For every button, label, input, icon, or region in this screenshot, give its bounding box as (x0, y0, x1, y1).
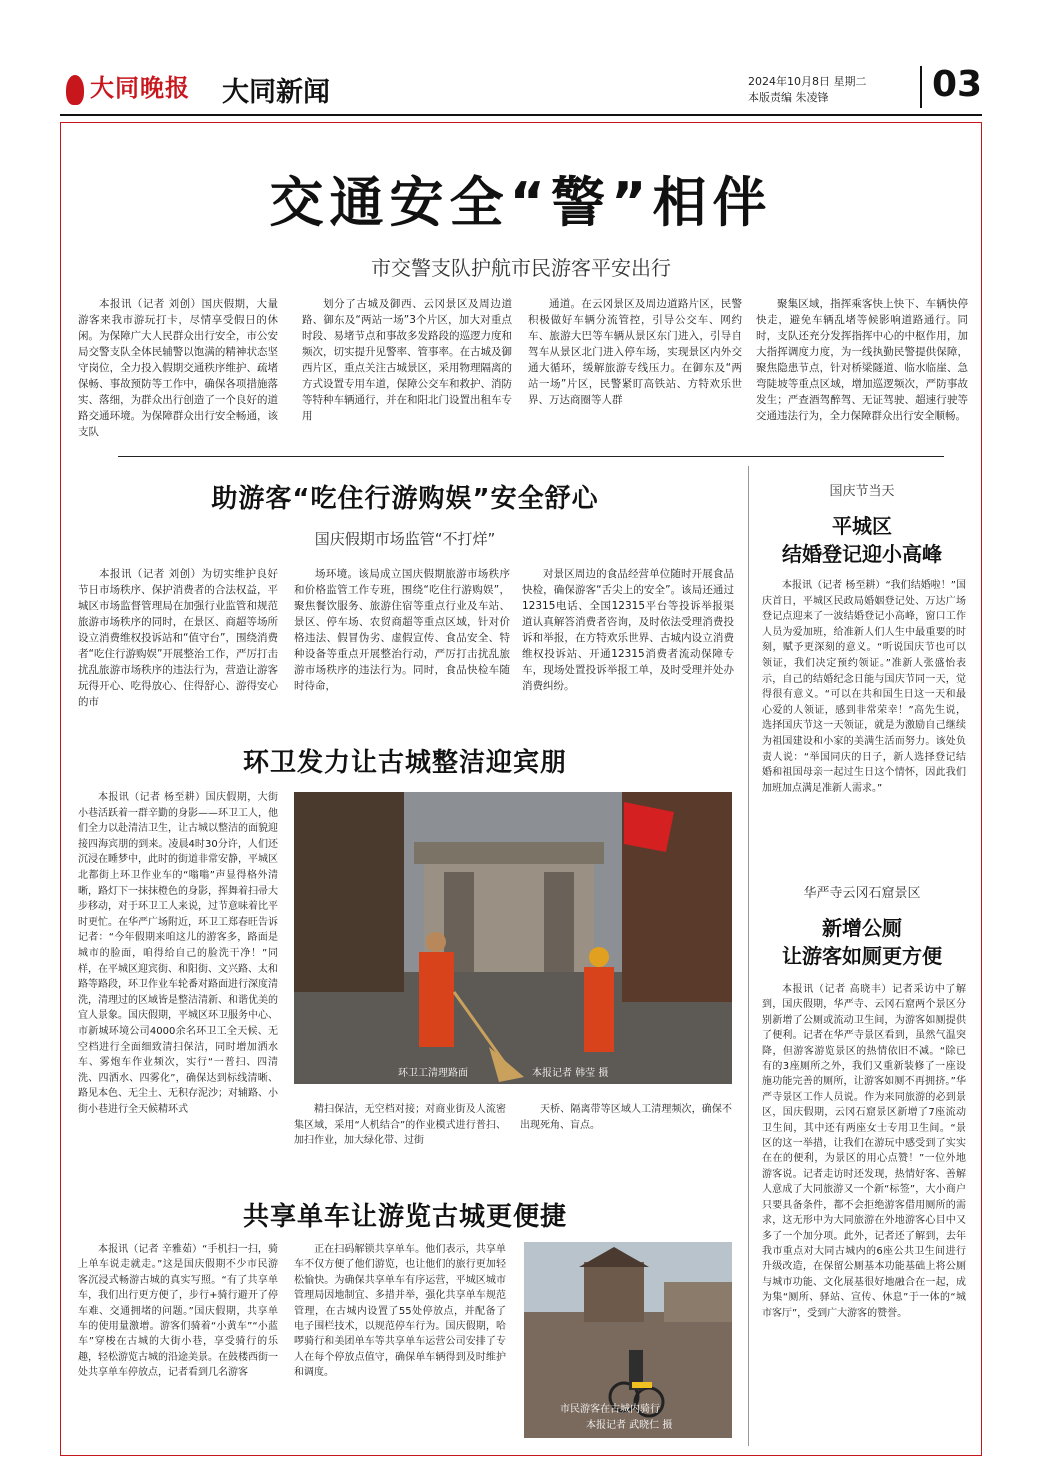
lead-column-4: 聚集区域，指挥乘客快上快下、车辆快停快走，避免车辆乱堵等候影响道路通行。同时，支队还充分发挥指挥中心的中枢作用，加大指挥调度力度，为一线执勤民警提供保障，聚焦隐患节点，针对桥梁隧道、临水临崖、急弯陡坡等重点区域，增加巡逻频次，严防事故发生；严查酒驾醉驾、无证驾驶、超速行驶等交通违法行为，全力保障群众出行安全顺畅。 (756, 298, 968, 422)
lead-bottom-rule (118, 456, 944, 457)
side1-title-line1: 平城区 (832, 514, 892, 538)
side2-title-line1: 新增公厕 (822, 916, 902, 940)
sanitation-headline: 环卫发力让古城整洁迎宾朋 (242, 748, 567, 778)
side2-title-line2: 让游客如厕更方便 (782, 944, 942, 968)
market-column-3: 对景区周边的食品经营单位随时开展食品快检，确保游客“舌尖上的安全”。该局还通过12315电话、全国12315平台等投诉举报渠道认真解答消费者咨询，及时依法受理消费投诉和举报，在方特欢乐世界、古城内设立消费维权投诉站、开通12315消费者流动保障专车，现场处置投诉举报工单，及时受理并处办消费纠纷。 (522, 568, 734, 692)
market-subheadline: 国庆假期市场监管“不打烊” (314, 530, 496, 548)
logo-mark-icon (66, 75, 84, 105)
bike-photo-caption: 市民游客在古城内骑行 (560, 1404, 660, 1415)
bike-column-1: 本报讯（记者 辛雅茹）“手机扫一扫，骑上单车说走就走。”这是国庆假期不少市民游客沉浸式畅游古城的真实写照。“有了共享单车，我们出行更方便了，步行+骑行避开了停车难、交通拥堵的问题。”国庆假期，共享单车的使用量激增。游客们骑着“小黄车”“小蓝车”穿梭在古城的大街小巷，享受骑行的乐趣，轻松游览古城的沿途美景。在鼓楼西街一处共享单车停放点，记者看到几名游客 (78, 1244, 278, 1379)
side1-title-line2: 结婚登记迎小高峰 (782, 542, 942, 566)
side1-kicker: 国庆节当天 (829, 484, 895, 499)
lead-headline: 交通安全“警”相伴 (269, 171, 773, 234)
masthead-divider (920, 66, 922, 108)
date-editor-block (748, 74, 867, 106)
masthead-logo (66, 66, 194, 110)
side1-body: 本报讯（记者 杨至耕）“我们结婚啦！”国庆首日，平城区民政局婚姻登记处、万达广场登记点迎来了一波结婚登记小高峰，窗口工作人员为爱加班，给准新人们人生中最重要的时刻，赋予更深刻的意义。“听说国庆节也可以领证，我们决定预约领证。”准新人张盛怡表示，自己的结婚纪念日能与国庆节同一天，觉得很有意义。“可以在共和国生日这一天和最心爱的人领证，感到非常荣幸！”高先生说，选择国庆节这一天领证，就是为激励自己继续为祖国建设和小家的美满生活而努力。该处负责人说：“举国同庆的日子，新人选择登记结婚和祖国母亲一起过生日这个情怀，因此我们加班加点满足准新人需求。” (762, 580, 966, 794)
sanitation-column-1: 本报讯（记者 杨至耕）国庆假期，大街小巷活跃着一群辛勤的身影——环卫工人，他们全力以赴清洁卫生，让古城以整洁的面貌迎接四海宾朋的到来。凌晨4时30分许，人们还沉浸在睡梦中，此时的街道非常安静，平城区北都街上环卫作业车的“嗡嗡”声显得格外清晰，路灯下一抹抹橙色的身影，挥舞着扫帚大步移动，对于环卫工人来说，过节意味着比平时更忙。在华严广场附近，环卫工郑春旺告诉记者：“今年假期来咱这儿的游客多，路面是城市的脸面，咱得给自己的脸洗干净！”同样，在平城区迎宾街、和阳街、文兴路、太和路等路段，环卫作业车轮番对路面进行深度清洗，清理过的区域皆是整洁清新、和谐优美的宜人景象。国庆假期，平城区环卫服务中心、市新城环境公司4000余名环卫工全天候、无空档进行全面细致清扫保洁，同时增加洒水车、雾炮车作业频次，实行“一普扫、四清洗、四洒水、四雾化”，确保达到标线清晰、路见本色、无尘土、无积存泥沙；对辅路、小街小巷进行全天候精环式 (78, 792, 278, 1115)
bike-headline: 共享单车让游览古城更便捷 (242, 1202, 567, 1232)
lead-column-1: 本报讯（记者 刘创）国庆假期，大量游客来我市游玩打卡，尽情享受假日的休闲。为保障广大人民群众出行安全，市公安局交警支队全体民辅警以饱满的精神状态坚守岗位，全力投入假期交通秩序维护、疏堵保畅、事故预防等工作中，确保各项措施落实、落细，为群众出行创造了一个良好的道路交通环境。为保障群众出行安全畅通，该支队 (78, 298, 278, 438)
sidebar-divider (748, 466, 749, 1446)
sanitation-photo-credit: 本报记者 韩莹 摄 (532, 1068, 609, 1079)
bike-photo-credit: 本报记者 武晓仁 摄 (586, 1420, 673, 1431)
paper-name: 大同晚报 (90, 73, 190, 102)
issue-date: 2024年10月8日 星期二 (748, 75, 867, 88)
lead-column-3: 通道。在云冈景区及周边道路片区，民警积极做好车辆分流管控，引导公交车、网约车、旅游大巴等车辆从景区东门进入，引导自驾车从景区北门进入停车场，实现景区内外交通大循环，缓解旅游专线压力。在御东及“两站一场”片区，民警紧盯高铁站、方特欢乐世界、万达商圈等人群 (528, 298, 742, 406)
section-name: 大同新闻 (222, 77, 330, 108)
bike-photo (524, 1242, 732, 1438)
sanitation-photo (294, 792, 732, 1084)
page-editor: 本版责编 朱凌锋 (748, 91, 829, 104)
side2-body: 本报讯（记者 高晓丰）记者采访中了解到，国庆假期，华严寺、云冈石窟两个景区分别新增了公厕或流动卫生间，为游客如厕提供了便利。记者在华严寺景区看到，虽然气温突降，但游客游览景区的热情依旧不减。“除已有的3座厕所之外，我们又重新装修了一座设施功能完善的厕所，让游客如厕不再拥挤。”华严寺景区工作人员说。作为来同旅游的必到景区，国庆假期，云冈石窟景区新增了7座流动卫生间，其中还有两座女士专用卫生间。“景区的这一举措，让我们在游玩中感受到了实实在在的便利，为景区的用心点赞！”一位外地游客说。记者走访时还发现，热情好客、善解人意成了大同旅游又一个新“标签”，大小商户只要具备条件，都不会拒绝游客借用厕所的需求，这无形中为大同旅游在外地游客心目中又多了一个加分项。此外，记者还了解到，去年我市重点对大同古城内的6座公共卫生间进行升级改造，在保留公厕基本功能基础上将公厕与城市功能、文化展基很好地融合在一起，成为集“厕所、驿站、宣传、休息”于一体的“城市客厅”，受到广大游客的赞誉。 (762, 984, 966, 1319)
lead-column-2: 划分了古城及御西、云冈景区及周边道路、御东及“两站一场”3个片区，加大对重点时段、易堵节点和事故多发路段的巡逻力度和频次，切实提升见警率、管事率。在古城及御西片区，重点关注古城景区，采用物理隔离的方式设置专用车道，保障公交车和救护、消防等特种车辆通行，并在和阳北门设置出租车专用 (302, 298, 512, 422)
sanitation-column-2: 精扫保洁，无空档对接；对商业街及人流密集区域，采用“人机结合”的作业模式进行普扫、加扫作业，加大绿化带、过街 (294, 1104, 506, 1147)
sanitation-photo-caption: 环卫工清理路面 (398, 1068, 468, 1079)
page-number: 03 (932, 64, 983, 105)
masthead-rule (60, 114, 982, 116)
market-column-2: 场环境。该局成立国庆假期旅游市场秩序和价格监管工作专班，围绕“吃住行游购娱”，聚焦餐饮服务、旅游住宿等重点行业及车站、景区、停车场、农贸商超等重点区域，针对价格违法、假冒伪劣、虚假宣传、食品安全、特种设备等重点开展整治行动，严厉打击扰乱旅游市场秩序的违法行为。同时，食品快检车随时待命， (294, 568, 510, 692)
sanitation-column-3: 天桥、隔离带等区域人工清理频次，确保不出现死角、盲点。 (520, 1104, 732, 1131)
side2-kicker: 华严寺云冈石窟景区 (803, 886, 921, 901)
street-sweepers-image (294, 792, 732, 1084)
bike-column-2: 正在扫码解锁共享单车。他们表示，共享单车不仅方便了他们游览，也让他们的旅行更加轻松愉快。为确保共享单车有序运营，平城区城市管理局因地制宜、多措并举，强化共享单车规范管理，在古城内设置了55处停放点，并配备了电子围栏技术，以规范停车行为。国庆假期，哈啰骑行和美团单车等共享单车运营公司安排了专人在每个停放点值守，确保单车辆得到及时维护和调度。 (294, 1244, 506, 1379)
market-headline: 助游客“吃住行游购娱”安全舒心 (211, 484, 599, 514)
market-column-1: 本报讯（记者 刘创）为切实维护良好节日市场秩序、保护消费者的合法权益，平城区市场监督管理局在加强行业监管和规范旅游市场秩序的同时，在景区、商超等场所设立消费维权投诉站和“值守台”，围绕消费者“吃住行游购娱”开展整治工作，严厉打击扰乱旅游市场秩序的违法行为，营造让游客玩得开心、吃得放心、住得舒心、游得安心的市 (78, 568, 278, 708)
lead-subheadline: 市交警支队护航市民游客平安出行 (371, 256, 671, 280)
